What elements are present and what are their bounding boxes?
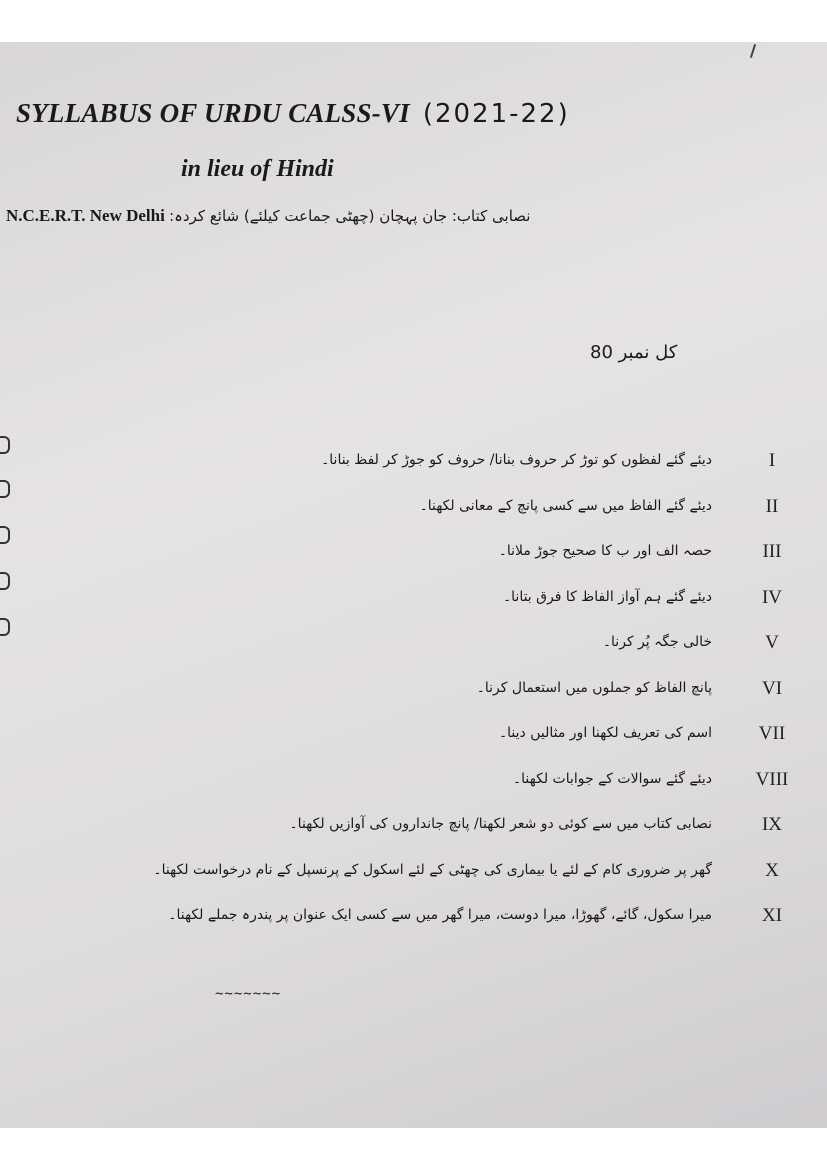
item-number: IX: [761, 814, 783, 835]
total-marks: کل نمبر 80: [590, 342, 678, 363]
item-text: دیئے گئے الفاظ میں سے کسی پانچ کے معانی لکھنا۔: [419, 498, 712, 514]
item-number: VI: [761, 678, 783, 699]
footer-divider: ~~~~~~~: [215, 986, 282, 1002]
textbook-line: [6, 206, 530, 226]
cut-mark: [0, 480, 10, 498]
item-text: اسم کی تعریف لکھنا اور مثالیں دینا۔: [498, 725, 712, 741]
item-number: IV: [761, 587, 783, 608]
item-text: گھر پر ضروری کام کے لئے یا بیماری کی چھٹی کے لئے اسکول کے پرنسپل کے نام درخواست لکھنا۔: [153, 862, 712, 878]
cut-mark: [0, 572, 10, 590]
item-number: I: [768, 450, 776, 471]
item-number: VII: [758, 723, 786, 744]
publisher-name: N.C.E.R.T. New Delhi: [6, 206, 165, 225]
item-text: حصہ الف اور ب کا صحیح جوڑ ملانا۔: [498, 543, 712, 559]
cut-mark: [0, 526, 10, 544]
cut-mark: [0, 618, 10, 636]
document-page: [0, 42, 827, 1128]
page-subtitle: in lieu of Hindi: [181, 156, 334, 182]
title-year: (2021-22): [422, 99, 570, 129]
item-number: II: [765, 496, 779, 517]
item-number: VIII: [755, 769, 789, 790]
pen-mark: [750, 44, 756, 58]
item-number: V: [765, 632, 779, 653]
item-text: پانچ الفاظ کو جملوں میں استعمال کرنا۔: [476, 680, 712, 696]
cut-mark: [0, 436, 10, 454]
page-title: [16, 98, 570, 129]
item-text: دیئے گئے لفظوں کو توڑ کر حروف بنانا/ حروف کو جوڑ کر لفظ بنانا۔: [321, 452, 712, 468]
item-text: میرا سکول، گائے، گھوڑا، میرا دوست، میرا گھر میں سے کسی ایک عنوان پر پندرہ جملے لکھنا۔: [168, 907, 712, 923]
item-text: خالی جگہ پُر کرنا۔: [602, 634, 712, 650]
item-number: XI: [761, 905, 783, 926]
title-text: SYLLABUS OF URDU CALSS-VI: [16, 98, 410, 128]
item-text: نصابی کتاب میں سے کوئی دو شعر لکھنا/ پانچ جانداروں کی آوازیں لکھنا۔: [289, 816, 712, 832]
item-number: III: [762, 541, 782, 562]
item-text: دیئے گئے ہم آواز الفاظ کا فرق بتانا۔: [502, 589, 712, 605]
textbook-urdu-text: نصابی کتاب: جان پہچان (چھٹی جماعت کیلئے) شائع کردہ:: [169, 207, 531, 225]
item-number: X: [765, 860, 779, 881]
item-text: دیئے گئے سوالات کے جوابات لکھنا۔: [512, 771, 712, 787]
